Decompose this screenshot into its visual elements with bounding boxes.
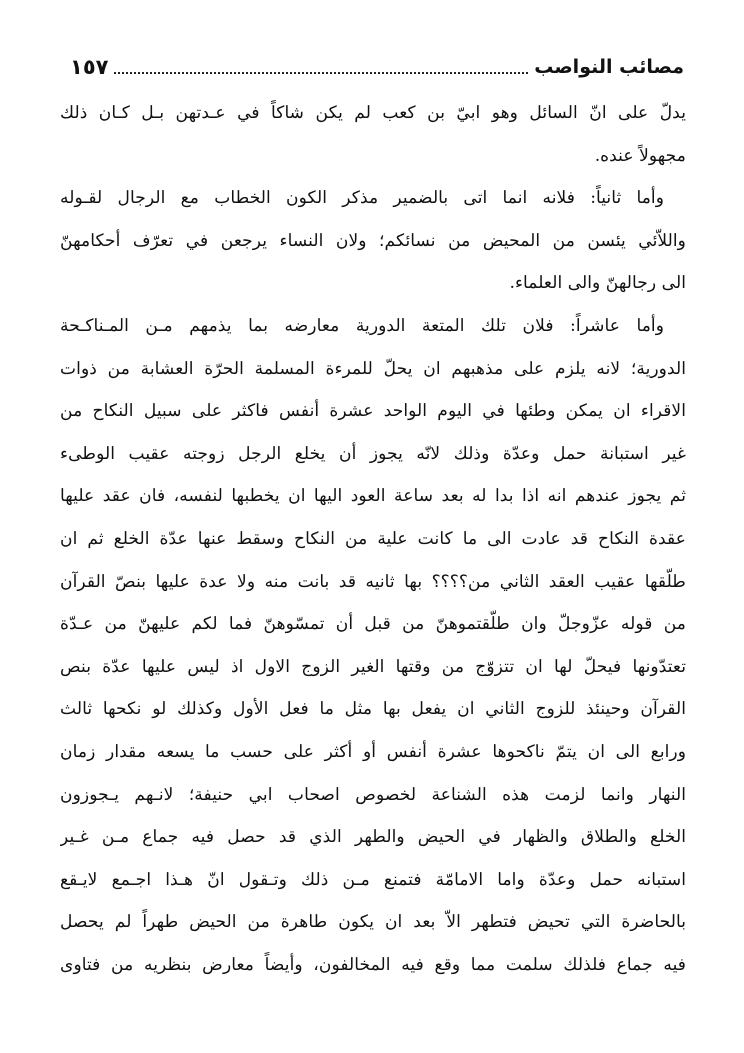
text-line: ورابع الى ان يتمّ ناكحوها عشرة أنفس أو أكثر على حسب ما يسعه مقدار زمان: [60, 741, 686, 762]
dot-leader: [114, 60, 528, 74]
running-title: مصائب النواصب: [534, 56, 684, 78]
text-line: تعتدّونها فيحلّ لها ان تتزوّج من وقتها الغير الزوج الاول اذ ليس عليها عدّة بنص: [60, 656, 686, 677]
text-line: الى رجالهنّ والى العلماء.: [509, 273, 686, 294]
text-line: الخلع والطلاق والظهار في الحيض والطهر الذي قد حصل فيه جماع مـن غـير: [60, 827, 686, 848]
text-line: وأما ثانياً: فلانه انما اتى بالضمير مذكر الكون الخطاب مع الرجال لقـوله: [60, 188, 664, 209]
running-header: [70, 50, 684, 84]
text-line: استبانه حمل وعدّة واما الامامّة فتمنع مـن ذلك وتـقول انّ هـذا اجـمع لايـقع: [60, 869, 686, 890]
text-line: ثم يجوز عندهم انه اذا بدا له بعد ساعة العود اليها ان يخطبها لنفسه، فان عقد عليها: [60, 486, 686, 507]
text-line: طلّقها عقيب العقد الثاني من؟؟؟؟ بها ثانيه قد بانت منه ولا عدة عليها بنصّ القرآن: [60, 571, 686, 592]
text-line: عقدة النكاح قد عادت الى ما كانت علية من النكاح وسقط عنها عدّة الخلع ثم ان: [60, 528, 686, 549]
text-line: القرآن وحينئذ للزوج الثاني ان يفعل بها مثل ما فعل الأول وكذلك لو نكحها ثالث: [60, 699, 686, 720]
text-line: وأما عاشراً: فلان تلك المتعة الدورية معارضه بما يذمهم مـن المـناكـحة: [60, 315, 664, 336]
text-line: الدورية؛ لانه يلزم على مذهبهم ان يحلّ للمرءة المسلمة الحرّة العشابة من ذوات: [60, 358, 686, 379]
text-line: النهار وانما لزمت هذه الشناعة لخصوص اصحاب ابي حنيفة؛ لانـهم يـجوزون: [60, 784, 686, 805]
text-line: بالحاضرة التي تحيض فتطهر الاّ بعد ان يكون طاهرة من الحيض طهراً لم يحصل: [60, 912, 686, 933]
text-line: الاقراء ان يمكن وطئها في اليوم الواحد عشرة أنفس فاكثر على سبيل النكاح من: [60, 401, 686, 422]
body-text: [60, 92, 686, 986]
text-line: يدلّ على انّ السائل وهو ابيّ بن كعب لم يكن شاكاً في عـدتهن بـل كـان ذلك: [60, 103, 686, 123]
text-line: مجهولاً عنده.: [594, 145, 686, 166]
text-line: فيه جماع فلذلك سلمت مما وقع فيه المخالفون، وأيضاً معارض بنظريه من فتاوى: [60, 954, 686, 975]
text-line: واللاّئي يئسن من المحيض من نسائكم؛ ولان النساء يرجعن في تعرّف أحكامهنّ: [60, 230, 686, 251]
text-line: من قوله عزّوجلّ وان طلّقتموهنّ من قبل أن تمسّوهنّ فما لكم عليهنّ من عـدّة: [60, 614, 686, 635]
text-line: غير استبانة حمل وعدّة وذلك لانّه يجوز أن يخلع الرجل زوجته عقيب الوطىء: [60, 443, 686, 464]
page-number: ١٥٧: [70, 55, 109, 79]
